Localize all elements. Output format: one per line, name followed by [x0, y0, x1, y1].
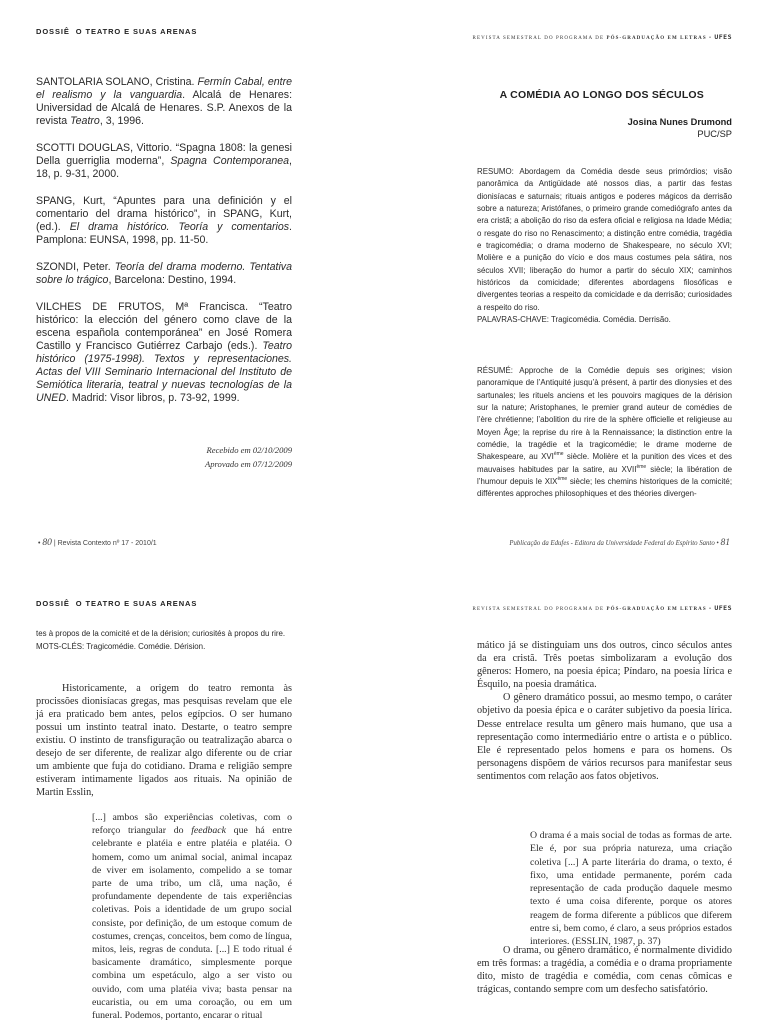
reference-spang: SPANG, Kurt, “Apuntes para una definición y el comentario del drama histórico”, in SPANG, Kurt, (ed.). El drama histórico. Teoría y comentarios. Pamplona: EUNSA, 1998, pp. 11-50.: [36, 195, 292, 246]
resume-continued: tes à propos de la comicité et de la dérision; curiosités à propos du rire.: [36, 629, 286, 638]
author-affiliation: PUC/SP: [697, 129, 732, 139]
page-83: [384, 512, 768, 1024]
body-continued: mático já se distinguiam uns dos outros, cinco séculos antes da era cristã. Três poetas simbolizaram a evolução dos gêneros: Homero, na poesia épica; Píndaro, na poesia lírica e Ésquilo, na poesia dramática.: [477, 640, 732, 691]
received-date: Recebido em 02/10/2009: [206, 445, 292, 455]
page-number-80: 80: [42, 538, 52, 548]
body-paragraph-drama-forms: O drama, ou gênero dramático, é normalmente dividido em três formas: a tragédia, a comédia e o drama propriamente dito, misto de tragédia e comédia, com cenas cômicas e trágicas, contando sempre com um desfecho satisfatório.: [477, 945, 732, 996]
ufes-logo: UFES: [714, 604, 732, 612]
reference-santolaria: SANTOLARIA SOLANO, Cristina. Fermín Cabal, entre el realismo y la vanguardia. Alcalá de Henares: Universidad de Alcalá de Henares. S.P. Anexos de la revista Teatro, 3, 1996.: [36, 76, 293, 127]
body-text-genres: [477, 639, 732, 783]
abstract-french-continued: [36, 628, 292, 653]
body-paragraph-dramatic-genre: O gênero dramático possui, ao mesmo tempo, o caráter objetivo da poesia épica e o caráter subjetivo da poesia lírica. Desse entrelace resulta um gênero mais humano, que usa a representação como intermediário entre o artista e o público. Ele é representado pelos homens e para os homens. Os personagens dispõem de vários recursos para manifestar seus sentimentos com relação aos fatos objetivos.: [477, 692, 732, 782]
article-title: A COMÉDIA AO LONGO DOS SÉCULOS: [499, 89, 704, 101]
approved-date: Aprovado em 07/12/2009: [204, 459, 292, 469]
running-header-left: DOSSIÊ O TEATRO E SUAS ARENAS: [36, 27, 198, 36]
page-82: [0, 512, 384, 1024]
reference-scotti-douglas: SCOTTI DOUGLAS, Vittorio. “Spagna 1808: la genesi Della guerriglia moderna”, Spagna Contemporanea, 18, p. 9-31, 2000.: [36, 142, 292, 180]
body-paragraph-intro: Historicamente, a origem do teatro remonta às procissões dionisíacas gregas, mas pesquisas revelam que ele já era praticado bem antes, pelos egípcios. O ser humano possui um instinto teatral inato. Destarte, o teatro sempre existiu. O instinto de transfiguração ou teatralização abarca o desejo de ser diferente, de realizar algo diferente ou de criar um ambiente que fuja do cotidiano. Drama e religião sempre estiveram intimamente ligados aos rituais. Na opinião de Martin Esslin,: [36, 683, 292, 798]
reference-szondi: SZONDI, Peter. Teoría del drama moderno. Tentativa sobre lo trágico, Barcelona: Destino, 1994.: [36, 261, 292, 286]
abstract-french: [477, 365, 732, 501]
page-number-81: 81: [720, 538, 730, 548]
block-quote-esslin-2: O drama é a mais social de todas as formas de arte. Ele é, por sua própria natureza, uma criação coletiva [...] A parte literária do drama, o texto, é fixo, uma entidade permanente, porém cada representação de cada produção daquele mesmo texto é uma coisa diferente, porque os atores reagem de forma diferente a públicos que diferem entre si, bem como, é claro, a seus próprios estados interiores. (ESSLIN, 1987, p. 37): [530, 830, 732, 948]
publisher-info: Publicação da Edufes - Editora da Universidade Federal do Espírito Santo: [509, 540, 715, 547]
footer-page-81: Publicação da Edufes - Editora da Universidade Federal do Espírito Santo • 81: [509, 538, 730, 548]
footer-page-80: • 80 | Revista Contexto nº 17 - 2010/1: [38, 538, 157, 548]
block-quote-esslin-1: [...] ambos são experiências coletivas, com o reforço triangular do feedback que há entre celebrante e platéia e entre platéia e platéia. O homem, como um animal social, animal incapaz de viver em isolamento, compelido a se tomar parte de uma tribo, um clã, uma nação, é profundamente dependente de tais experiências coletivas. Pois a identidade de um grupo social consiste, por definição, de um estoque comum de costumes, crenças, conceitos, bem como de língua, mitos, leis, regras de conduta. [...] E todo ritual é basicamente dramático, simplesmente porque combina um espetáculo, algo a ser visto ou ouvido, com uma platéia viva; basta pensar na eucaristia, ou em uma coroação, ou em um funeral. Podemos, portanto, encarar o ritual: [92, 812, 292, 1022]
palavras-chave: PALAVRAS-CHAVE: Tragicomédia. Comédia. Derrisão.: [477, 315, 671, 325]
submission-dates: [36, 443, 292, 471]
page-81: [384, 0, 768, 512]
running-header-right: REVISTA SEMESTRAL DO PROGRAMA DE PÓS-GRADUAÇÃO EM LETRAS • UFES: [472, 33, 732, 41]
ufes-logo: UFES: [714, 33, 732, 41]
reference-vilches: VILCHES DE FRUTOS, Mª Francisca. “Teatro histórico: la elección del género como clave de la escena española contemporánea” en José Romera Castillo y Francisco Gutiérrez Carbajo (eds.). Teatro histórico (1975-1998). Textos y representaciones. Actas del VIII Seminario Internacional del Instituto de Semiótica literaria, teatral y nuevas tecnologías de la UNED. Madrid: Visor libros, p. 73-92, 1999.: [36, 301, 292, 404]
running-header-left-2: DOSSIÊ O TEATRO E SUAS ARENAS: [36, 599, 198, 608]
abstract-portuguese: [477, 166, 732, 326]
journal-info: | Revista Contexto nº 17 - 2010/1: [53, 540, 157, 547]
spread-pages-82-83: [0, 512, 768, 1024]
article-author: Josina Nunes Drumond: [627, 117, 732, 127]
page-80: [0, 0, 384, 512]
running-header-right-2: REVISTA SEMESTRAL DO PROGRAMA DE PÓS-GRADUAÇÃO EM LETRAS • UFES: [472, 604, 732, 612]
mots-cles: MOTS-CLÉS: Tragicomédie. Comédie. Dérision.: [36, 641, 206, 651]
resume-text: RÉSUMÉ: Approche de la Comédie depuis ses origines; vision panoramique de l’Antiquité jusqu’à présent, à partir des dionysies et des sartunales; les rituels anciens et les pouvoirs magiques de la dérision sur la nature; Aristophanes, le premier grand auteur de comédies de l’ère chrétienne; l’abolition du rire de la sphère officielle et religieuse au Moyen Âge; la reprise du rire à la Rennaissance; la distinction entre la comédie, la tragédie et la tragicomédie; le drame moderne de Shakespeare, au XVIème siècle. Molière et la punition des vices et des mauvaises habitudes par la satire, au XVIIème siècle; la libération de l’humour depuis le XIXème siècle; les chemins historiques de la comicité; différentes approches philosophiques et des théories divergen-: [477, 366, 733, 499]
resumo-text: RESUMO: Abordagem da Comédia desde seus primórdios; visão panorâmica da Antigüidade até nossos dias, a partir das festas dionisíacas e saturnais; rituais antigos e poderes mágicos da derrisão sobre a natureza; Aristófanes, o primeiro grande comediógrafo antes da era cristã; a abolição do riso da esfera oficial e religiosa na Idade Média; o resgate do riso no Renascimento; a distinção entre comédia, tragédia e tragicomédia; o drama moderno de Shakespeare, no século XVI; Molière e a punição do vício e dos maus costumes pela sátira, nos séculos XVII; liberação do humor a partir do século XIX; caminhos históricos da comicidade; diferentes abordagens filosóficas e divergentes teorias a respeito da comicidade e da derrisão; curiosidades a respeito do riso.: [477, 167, 732, 312]
